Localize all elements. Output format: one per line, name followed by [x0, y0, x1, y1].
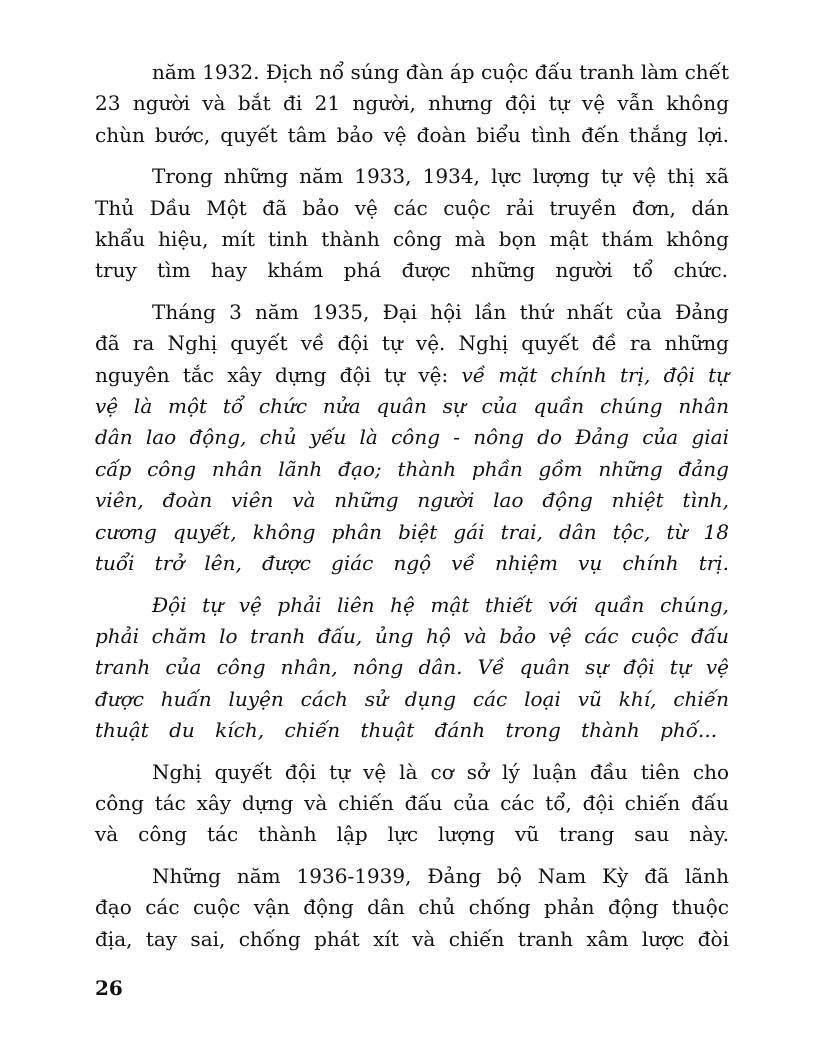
text-line	[95, 861, 729, 892]
italic-text: tranh của công nhân, nông dân. Về quân sự đội tự vệ	[95, 655, 730, 680]
text-line	[95, 485, 729, 516]
paragraph-3	[95, 297, 729, 580]
page-number: 26	[95, 976, 123, 1000]
text-run: Trong những năm 1933, 1934, lực lượng tự vệ thị xã	[152, 164, 729, 189]
italic-text: vệ là một tổ chức nửa quân sự của quần chúng nhân	[95, 394, 729, 419]
text-run: địa, tay sai, chống phát xít và chiến tranh xâm lược đòi	[95, 926, 729, 951]
text-run: chùn bước, quyết tâm bảo vệ đoàn biểu tình đến thắng lợi.	[95, 122, 729, 147]
text-run: Thủ Dầu Một đã bảo vệ các cuộc rải truyền đơn, dán	[95, 195, 730, 220]
italic-text: về mặt chính trị, đội tự	[461, 362, 730, 387]
book-page	[95, 57, 729, 965]
text-line	[95, 224, 729, 255]
text-line	[95, 757, 729, 788]
text-line	[95, 621, 729, 652]
text-run: đã ra Nghị quyết về đội tự vệ. Nghị quyết đề ra những	[95, 331, 729, 356]
text-line	[95, 391, 729, 422]
italic-text: phải chăm lo tranh đấu, ủng hộ và bảo vệ các cuộc đấu	[95, 623, 730, 648]
text-line	[95, 297, 729, 328]
paragraph-5	[95, 757, 729, 851]
text-line	[95, 57, 729, 88]
text-run: nguyên tắc xây dựng đội tự vệ:	[95, 362, 462, 387]
text-run: công tác xây dựng và chiến đấu của các tổ, đội chiến đấu	[95, 790, 730, 815]
italic-text: cấp công nhân lãnh đạo; thành phần gồm những đảng	[95, 456, 729, 481]
text-line	[95, 517, 729, 548]
paragraph-6	[95, 861, 729, 955]
italic-text: thuật du kích, chiến thuật đánh trong thành phố...	[95, 718, 718, 743]
paragraph-1	[95, 57, 729, 151]
paragraph-2	[95, 161, 729, 287]
text-line	[95, 788, 729, 819]
text-line	[95, 652, 729, 683]
text-line	[95, 193, 729, 224]
text-line	[95, 120, 729, 151]
text-line	[95, 892, 729, 923]
text-run: Tháng 3 năm 1935, Đại hội lần thứ nhất của Đảng	[152, 299, 729, 324]
italic-text: được huấn luyện cách sử dụng các loại vũ khí, chiến	[95, 686, 729, 711]
text-line	[95, 360, 729, 391]
text-line	[95, 590, 729, 621]
text-line	[95, 161, 729, 192]
italic-text: tuổi trở lên, được giác ngộ về nhiệm vụ chính trị.	[95, 551, 730, 576]
text-run: và công tác thành lập lực lượng vũ trang sau này.	[95, 822, 729, 847]
text-line	[95, 924, 729, 955]
text-run: Những năm 1936-1939, Đảng bộ Nam Kỳ đã lãnh	[152, 863, 729, 888]
text-run: khẩu hiệu, mít tinh thành công mà bọn mật thám không	[95, 227, 729, 252]
italic-text: dân lao động, chủ yếu là công - nông do Đảng của giai	[95, 425, 729, 450]
text-line	[95, 422, 729, 453]
text-line	[95, 454, 729, 485]
paragraph-4	[95, 590, 729, 747]
text-line	[95, 548, 729, 579]
italic-text: viên, đoàn viên và những người lao động nhiệt tình,	[95, 488, 730, 513]
text-run: 23 người và bắt đi 21 người, nhưng đội tự vệ vẫn không	[95, 91, 729, 116]
text-line	[95, 684, 729, 715]
italic-text: Đội tự vệ phải liên hệ mật thiết với quần chúng,	[152, 592, 729, 617]
text-line	[95, 255, 729, 286]
text-run: truy tìm hay khám phá được những người tổ chức.	[95, 258, 729, 283]
text-run: đạo các cuộc vận động dân chủ chống phản động thuộc	[95, 895, 729, 920]
text-run: năm 1932. Địch nổ súng đàn áp cuộc đấu tranh làm chết	[152, 60, 729, 84]
text-line	[95, 819, 729, 850]
italic-text: cương quyết, không phân biệt gái trai, dân tộc, từ 18	[95, 519, 729, 544]
text-line	[95, 328, 729, 359]
text-run: Nghị quyết đội tự vệ là cơ sở lý luận đầu tiên cho	[152, 759, 730, 784]
text-line	[95, 88, 729, 119]
text-line	[95, 715, 729, 746]
